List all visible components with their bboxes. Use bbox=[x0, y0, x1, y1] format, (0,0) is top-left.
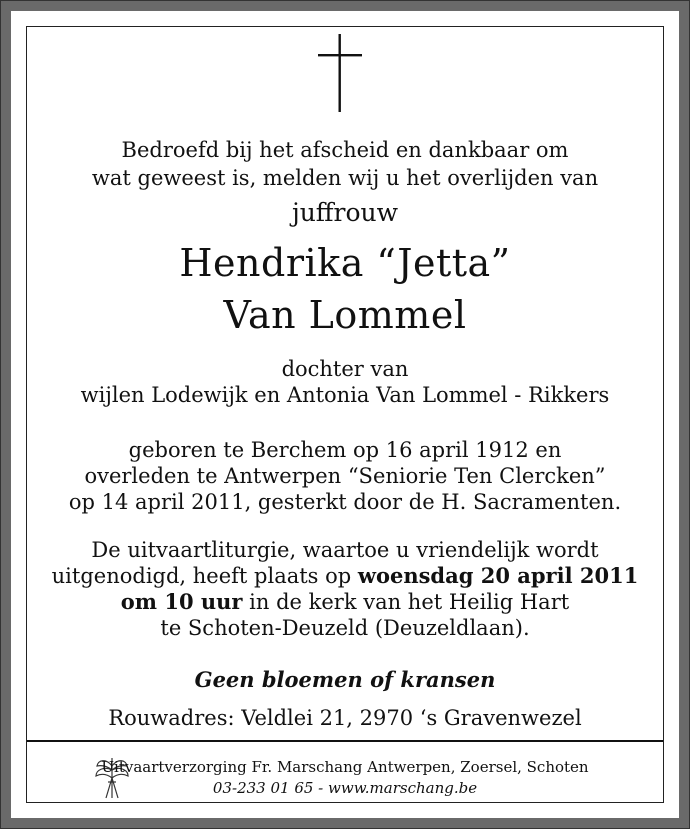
intro-line-2: wat geweest is, melden wij u het overlijden van bbox=[91, 166, 599, 190]
no-flowers-note: Geen bloemen of kransen bbox=[194, 667, 496, 692]
parents-line-1: dochter van bbox=[281, 357, 409, 381]
funeral-date: woensdag 20 april 2011 bbox=[357, 563, 639, 588]
mourning-address: Rouwadres: Veldlei 21, 2970 ‘s Gravenwezel bbox=[108, 706, 582, 730]
parents-line-2: wijlen Lodewijk en Antonia Van Lommel - Rikkers bbox=[80, 383, 610, 407]
funeral-home-name: Uitvaartverzorging Fr. Marschang Antwerpen, Zoersel, Schoten bbox=[101, 758, 589, 776]
title-juffrouw: juffrouw bbox=[291, 198, 399, 227]
funeral-line-2-text: uitgenodigd, heeft plaats op bbox=[51, 564, 358, 588]
footer-divider bbox=[27, 740, 663, 742]
funeral-home-contact: 03-233 01 65 - www.marschang.be bbox=[212, 779, 478, 797]
life-line-2: overleden te Antwerpen “Seniorie Ten Clercken” bbox=[84, 464, 606, 488]
funeral-line-3 bbox=[0, 589, 690, 615]
life-line-1: geboren te Berchem op 16 april 1912 en bbox=[128, 438, 562, 462]
funeral-line-4: te Schoten-Deuzeld (Deuzeldlaan). bbox=[160, 616, 530, 640]
funeral-line-3-text: in de kerk van het Heilig Hart bbox=[242, 590, 570, 614]
funeral-time: om 10 uur bbox=[120, 589, 243, 614]
intro-line-1: Bedroefd bij het afscheid en dankbaar om bbox=[121, 138, 569, 162]
deceased-name-line-2: Van Lommel bbox=[223, 293, 467, 337]
deceased-name-line-1: Hendrika “Jetta” bbox=[179, 241, 511, 285]
funeral-line-2 bbox=[0, 563, 690, 589]
cross-icon bbox=[318, 34, 362, 112]
life-line-3: op 14 april 2011, gesterkt door de H. Sacramenten. bbox=[68, 490, 622, 514]
funeral-line-1: De uitvaartliturgie, waartoe u vriendelijk wordt bbox=[91, 538, 599, 562]
